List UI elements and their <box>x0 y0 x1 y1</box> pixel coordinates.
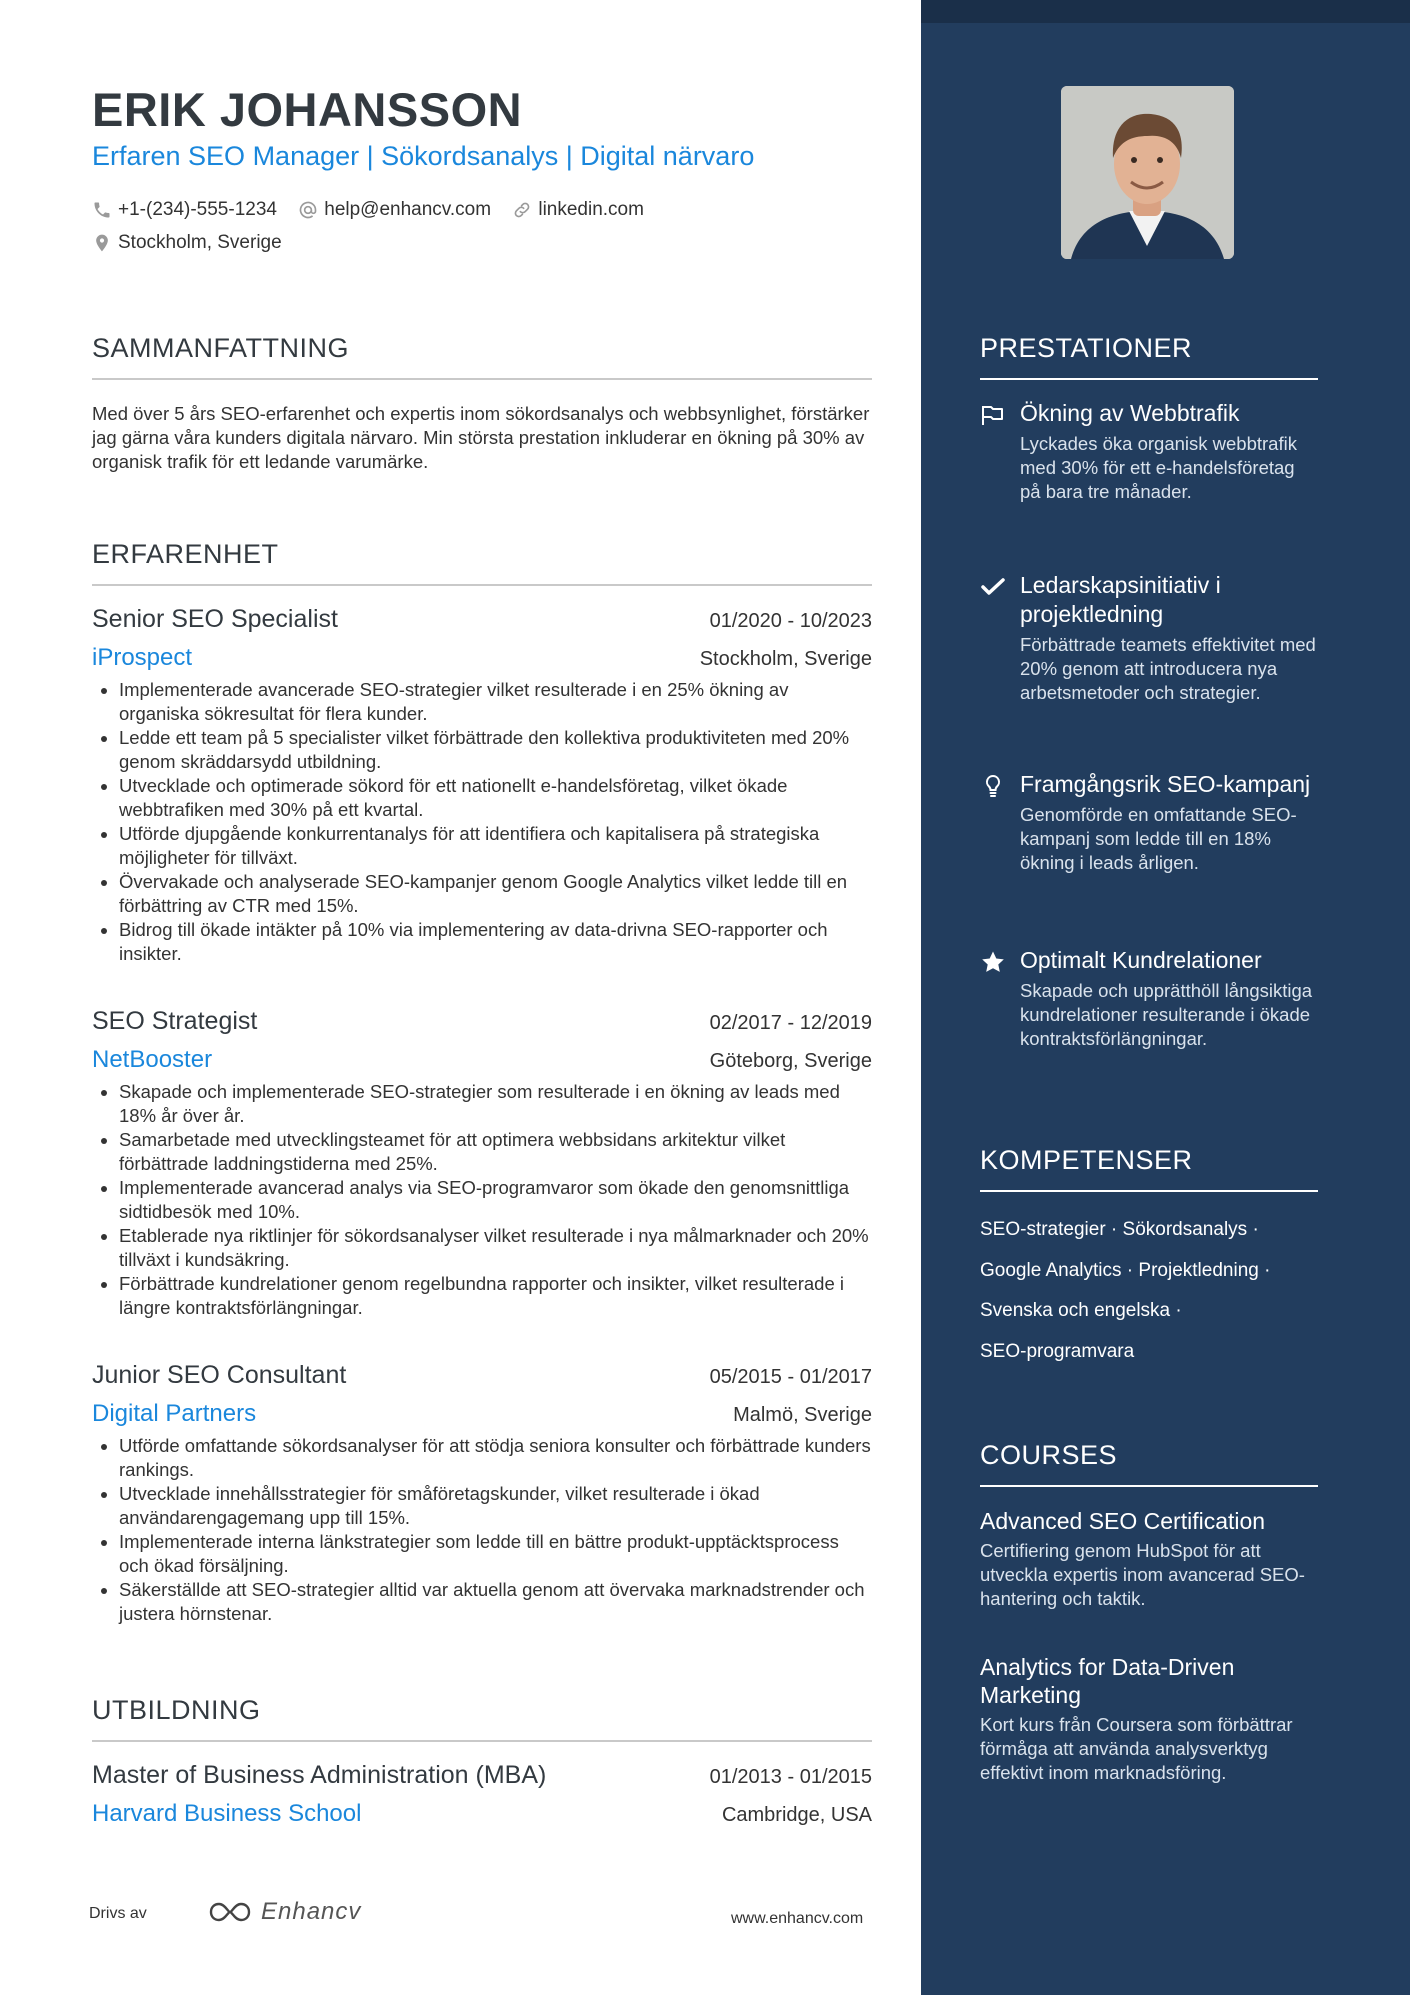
summary-heading: SAMMANFATTNING <box>92 333 872 380</box>
link-icon <box>512 200 532 220</box>
profile-photo <box>1061 86 1234 259</box>
skills-line: Google Analytics · Projektledning · <box>980 1259 1271 1281</box>
job-bullet: • Bidrog till ökade intäkter på 10% via implementering av data-drivna SEO-rapporter och insikter. <box>119 918 872 966</box>
achievement-item <box>980 770 1318 875</box>
course-desc: Certifiering genom HubSpot för att utveckla expertis inom avancerad SEO-hantering och taktik. <box>980 1540 1305 1609</box>
achievement-item <box>980 399 1318 504</box>
job-bullet: • Utförde djupgående konkurrentanalys för att identifiera och kapitalisera på strategiska möjligheter för tillväxt. <box>119 822 872 870</box>
job-entry <box>92 1007 872 1320</box>
powered-by-label: Drivs av <box>89 1905 147 1922</box>
location-text: Stockholm, Sverige <box>118 232 282 253</box>
job-location: Stockholm, Sverige <box>699 648 872 670</box>
at-icon <box>298 200 318 220</box>
job-bullet: • Säkerställde att SEO-strategier alltid var aktuella genom att övervaka marknadstrender och justera hörnstenar. <box>119 1578 872 1626</box>
location-pin-icon <box>92 233 112 253</box>
education-entry <box>92 1761 872 1828</box>
skills-line: SEO-strategier · Sökordsanalys · <box>980 1219 1259 1240</box>
achievement-title: Ökning av Webbtrafik <box>1020 400 1240 426</box>
job-company[interactable]: iProspect <box>92 644 193 671</box>
enhancv-logo[interactable] <box>207 1898 361 1926</box>
job-bullet: • Implementerade avancerad analys via SEO-programvaror som ökade den genomsnittliga sidtidbesök med 10%. <box>119 1176 872 1224</box>
job-bullet: • Etablerade nya riktlinjer för sökordsanalyser vilket resulterade i nya målmarknader och 20% tillväxt i kundsäkring. <box>119 1224 872 1272</box>
job-bullet: • Utvecklade innehållsstrategier för småföretagskunder, vilket resulterade i ökad användarengagemang upp till 15%. <box>119 1482 872 1530</box>
skills-list <box>980 1210 1310 1372</box>
infinity-logo-icon <box>207 1900 253 1924</box>
courses-heading: COURSES <box>980 1440 1318 1487</box>
course-title: Analytics for Data-Driven Marketing <box>980 1654 1235 1708</box>
job-bullet: • Implementerade avancerade SEO-strategier vilket resulterade i en 25% ökning av organiska sökresultat för flera kunder. <box>119 678 872 726</box>
job-bullet: • Ledde ett team på 5 specialister vilket förbättrade den kollektiva produktiviteten med 20% genom skräddarsydd utbildning. <box>119 726 872 774</box>
job-entry <box>92 605 872 966</box>
job-bullets <box>92 678 872 966</box>
job-company[interactable]: NetBooster <box>92 1046 213 1073</box>
job-title: Junior SEO Consultant <box>92 1361 347 1389</box>
job-title: SEO Strategist <box>92 1007 258 1035</box>
job-location: Malmö, Sverige <box>733 1404 872 1426</box>
star-icon <box>980 950 1006 974</box>
location-contact <box>92 229 298 259</box>
lightbulb-icon <box>980 774 1006 798</box>
flag-icon <box>980 403 1006 427</box>
phone-icon <box>92 200 112 220</box>
achievement-desc: Genomförde en omfattande SEO-kampanj som ledde till en 18% ökning i leads årligen. <box>1020 804 1297 873</box>
job-title: Senior SEO Specialist <box>92 605 338 633</box>
education-dates: 01/2013 - 01/2015 <box>709 1766 872 1788</box>
achievement-desc: Förbättrade teamets effektivitet med 20% genom att introducera nya arbetsmetoder och strategier. <box>1020 634 1316 703</box>
school-location: Cambridge, USA <box>721 1804 872 1826</box>
job-dates: 02/2017 - 12/2019 <box>709 1012 872 1034</box>
achievement-item <box>980 571 1318 705</box>
contact-row <box>92 196 892 226</box>
achievement-title: Framgångsrik SEO-kampanj <box>1020 771 1311 797</box>
achievement-title: Optimalt Kundrelationer <box>1020 947 1262 973</box>
job-dates: 01/2020 - 10/2023 <box>709 610 872 632</box>
job-bullet: • Samarbetade med utvecklingsteamet för att optimera webbsidans arkitektur vilket förbättrade laddningstiderna med 25%. <box>119 1128 872 1176</box>
candidate-name: ERIK JOHANSSON <box>92 83 523 136</box>
achievements-heading: PRESTATIONER <box>980 333 1318 380</box>
job-bullets <box>92 1434 872 1626</box>
linkedin-text: linkedin.com <box>538 199 644 220</box>
course-desc: Kort kurs från Coursera som förbättrar förmåga att använda analysverktyg effektivt inom marknadsföring. <box>980 1714 1293 1783</box>
course-title: Advanced SEO Certification <box>980 1508 1266 1534</box>
check-icon <box>980 575 1006 599</box>
experience-heading: ERFARENHET <box>92 539 872 586</box>
achievement-title: Ledarskapsinitiativ i projektledning <box>1020 572 1221 627</box>
skills-line: SEO-programvara <box>980 1340 1135 1362</box>
email-text: help@enhancv.com <box>324 199 492 220</box>
school-name[interactable]: Harvard Business School <box>92 1800 362 1827</box>
job-bullet: • Skapade och implementerade SEO-strategier som resulterade i en ökning av leads med 18% år över år. <box>119 1080 872 1128</box>
phone-text: +1-(234)-555-1234 <box>118 199 277 220</box>
achievement-desc: Lyckades öka organisk webbtrafik med 30% för ett e-handelsföretag på bara tre månader. <box>1020 433 1297 502</box>
skills-line: Svenska och engelska · <box>980 1300 1182 1321</box>
phone-contact[interactable] <box>92 196 277 224</box>
degree: Master of Business Administration (MBA) <box>92 1761 547 1789</box>
footer-url[interactable]: www.enhancv.com <box>731 1910 864 1927</box>
job-location: Göteborg, Sverige <box>709 1050 872 1072</box>
education-heading: UTBILDNING <box>92 1695 872 1742</box>
job-bullet: • Implementerade interna länkstrategier som ledde till en bättre produkt-upptäcktsprocess och ökad försäljning. <box>119 1530 872 1578</box>
achievement-item <box>980 946 1318 1051</box>
skills-heading: KOMPETENSER <box>980 1145 1318 1192</box>
linkedin-contact[interactable] <box>512 196 644 224</box>
summary-text: Med över 5 års SEO-erfarenhet och expertis inom sökordsanalys och webbsynlighet, förstärker jag gärna våra kunders digitala närvaro. Min största prestation inkluderar en ökning på 30% av organisk trafik för ett ledande varumärke. <box>92 403 870 472</box>
job-bullet: • Utvecklade och optimerade sökord för ett nationellt e-handelsföretag, vilket ökade webbtrafiken med 30% på ett kvartal. <box>119 774 872 822</box>
job-company[interactable]: Digital Partners <box>92 1400 257 1427</box>
job-bullet: • Övervakade och analyserade SEO-kampanjer genom Google Analytics vilket ledde till en förbättring av CTR med 15%. <box>119 870 872 918</box>
sidebar-top-bar <box>921 0 1410 23</box>
brand-name: Enhancv <box>261 1898 362 1925</box>
portrait-illustration <box>1061 86 1234 259</box>
headline: Erfaren SEO Manager | Sökordsanalys | Digital närvaro <box>92 141 755 171</box>
job-bullet: • Förbättrade kundrelationer genom regelbundna rapporter och insikter, vilket resulterade i längre kontraktsförlängningar. <box>119 1272 872 1320</box>
job-entry <box>92 1361 872 1626</box>
email-contact[interactable] <box>298 196 491 224</box>
job-bullets <box>92 1080 872 1320</box>
course-item <box>980 1507 1320 1611</box>
job-bullet: • Utförde omfattande sökordsanalyser för att stödja seniora konsulter och förbättrade kunders rankings. <box>119 1434 872 1482</box>
achievement-desc: Skapade och upprätthöll långsiktiga kundrelationer resulterande i ökade kontraktsförlängningar. <box>1020 980 1313 1049</box>
job-dates: 05/2015 - 01/2017 <box>709 1366 872 1388</box>
course-item <box>980 1653 1320 1785</box>
